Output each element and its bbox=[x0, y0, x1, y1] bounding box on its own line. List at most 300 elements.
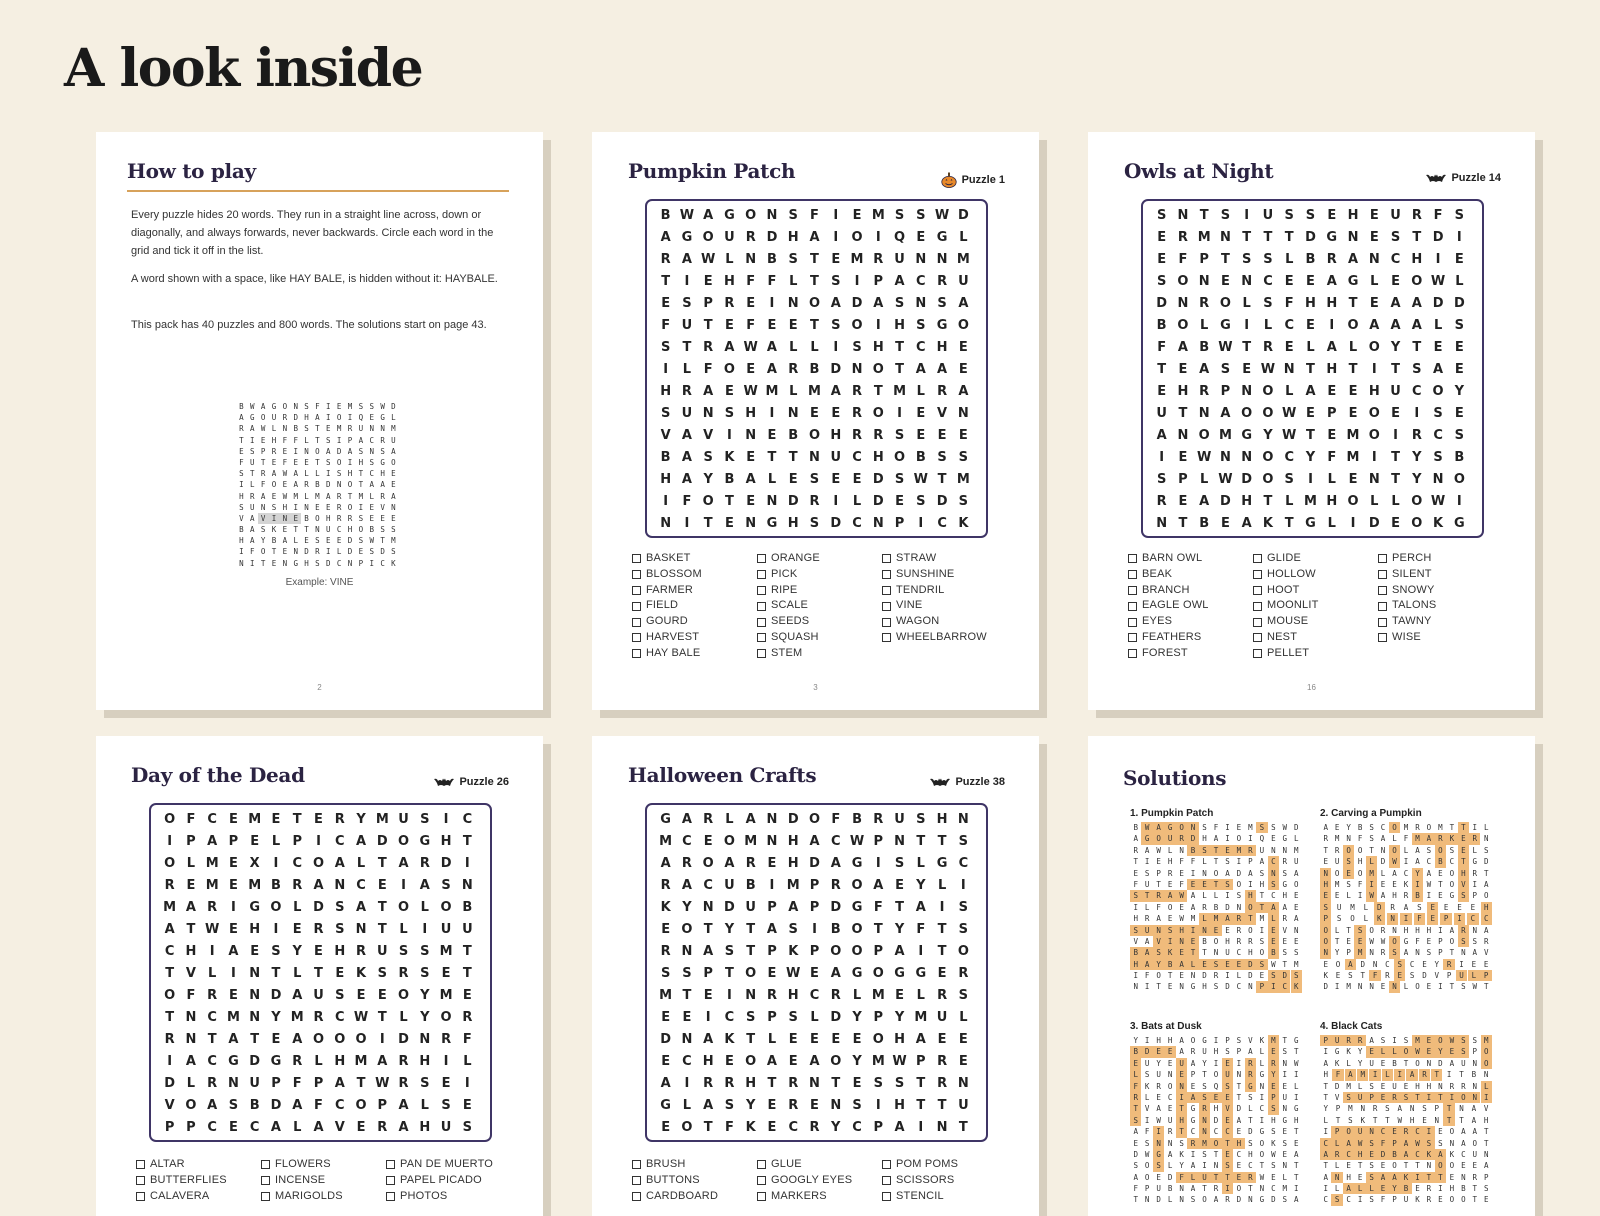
grid-letter[interactable]: I bbox=[918, 516, 924, 531]
grid-letter[interactable]: I bbox=[1244, 318, 1250, 333]
grid-letter[interactable]: R bbox=[958, 966, 969, 981]
grid-letter[interactable]: L bbox=[852, 988, 862, 1003]
grid-letter[interactable]: P bbox=[894, 516, 905, 531]
grid-letter[interactable]: C bbox=[207, 812, 217, 827]
grid-letter[interactable]: N bbox=[1156, 516, 1168, 531]
grid-letter[interactable]: S bbox=[228, 1098, 239, 1113]
grid-letter[interactable]: H bbox=[660, 384, 672, 399]
grid-letter[interactable]: F bbox=[810, 208, 819, 223]
grid-letter[interactable]: O bbox=[1262, 472, 1274, 487]
grid-letter[interactable]: N bbox=[1241, 450, 1253, 465]
grid-letter[interactable]: T bbox=[746, 922, 756, 937]
grid-letter[interactable]: I bbox=[443, 1054, 449, 1069]
word-checkbox[interactable] bbox=[386, 1176, 395, 1185]
grid-letter[interactable]: I bbox=[875, 856, 881, 871]
grid-letter[interactable]: B bbox=[915, 450, 926, 465]
grid-letter[interactable]: I bbox=[167, 834, 173, 849]
word-checkbox[interactable] bbox=[1253, 586, 1262, 595]
grid-letter[interactable]: F bbox=[682, 494, 692, 509]
grid-letter[interactable]: K bbox=[1433, 516, 1444, 531]
grid-letter[interactable]: A bbox=[207, 834, 218, 849]
grid-letter[interactable]: A bbox=[766, 340, 777, 355]
grid-letter[interactable]: E bbox=[916, 230, 926, 245]
word-checkbox[interactable] bbox=[882, 633, 891, 642]
grid-letter[interactable]: H bbox=[745, 406, 757, 421]
grid-letter[interactable]: N bbox=[1283, 362, 1295, 377]
grid-letter[interactable]: O bbox=[702, 494, 714, 509]
grid-letter[interactable]: A bbox=[703, 384, 714, 399]
grid-letter[interactable]: B bbox=[788, 428, 799, 443]
grid-letter[interactable]: E bbox=[810, 406, 819, 421]
word-checkbox[interactable] bbox=[632, 586, 641, 595]
grid-letter[interactable]: S bbox=[1412, 362, 1422, 377]
grid-letter[interactable]: Y bbox=[420, 1010, 430, 1025]
grid-letter[interactable]: R bbox=[334, 812, 345, 827]
word-checkbox[interactable] bbox=[882, 602, 891, 611]
grid-letter[interactable]: C bbox=[682, 1054, 692, 1069]
grid-letter[interactable]: L bbox=[1285, 494, 1294, 509]
word-checkbox[interactable] bbox=[1378, 554, 1387, 563]
grid-letter[interactable]: E bbox=[724, 384, 734, 399]
grid-letter[interactable]: A bbox=[724, 856, 735, 871]
grid-letter[interactable]: T bbox=[682, 988, 692, 1003]
grid-letter[interactable]: M bbox=[354, 1054, 368, 1069]
grid-letter[interactable]: S bbox=[398, 944, 409, 959]
grid-letter[interactable]: Y bbox=[852, 1010, 862, 1025]
grid-letter[interactable]: S bbox=[852, 340, 862, 355]
grid-letter[interactable]: O bbox=[681, 1120, 693, 1135]
grid-letter[interactable]: G bbox=[851, 900, 863, 915]
grid-letter[interactable]: C bbox=[788, 1120, 798, 1135]
grid-letter[interactable]: Y bbox=[1263, 428, 1273, 443]
grid-letter[interactable]: G bbox=[1305, 516, 1316, 531]
grid-letter[interactable]: O bbox=[851, 230, 863, 245]
grid-letter[interactable]: Y bbox=[356, 812, 366, 827]
grid-letter[interactable]: F bbox=[661, 318, 671, 333]
grid-letter[interactable]: O bbox=[808, 812, 821, 827]
grid-letter[interactable]: U bbox=[1262, 208, 1274, 223]
grid-letter[interactable]: L bbox=[186, 1076, 196, 1091]
grid-letter[interactable]: W bbox=[743, 340, 758, 355]
grid-letter[interactable]: C bbox=[207, 1120, 217, 1135]
grid-letter[interactable]: O bbox=[1262, 384, 1274, 399]
grid-letter[interactable]: L bbox=[293, 900, 302, 915]
grid-letter[interactable]: E bbox=[1391, 274, 1400, 289]
grid-letter[interactable]: Y bbox=[745, 1098, 756, 1113]
grid-letter[interactable]: C bbox=[164, 944, 175, 959]
grid-letter[interactable]: M bbox=[163, 900, 177, 915]
grid-letter[interactable]: C bbox=[852, 1120, 862, 1135]
word-checkbox[interactable] bbox=[386, 1160, 395, 1169]
grid-letter[interactable]: A bbox=[894, 1120, 905, 1135]
grid-letter[interactable]: E bbox=[831, 252, 841, 267]
grid-letter[interactable]: L bbox=[1285, 384, 1294, 399]
grid-letter[interactable]: L bbox=[1391, 494, 1400, 509]
grid-letter[interactable]: C bbox=[958, 856, 969, 871]
grid-letter[interactable]: H bbox=[440, 834, 452, 849]
grid-letter[interactable]: F bbox=[831, 812, 841, 827]
grid-letter[interactable]: I bbox=[897, 406, 902, 421]
grid-letter[interactable]: O bbox=[723, 834, 735, 849]
grid-letter[interactable]: Y bbox=[1454, 384, 1465, 399]
grid-letter[interactable]: E bbox=[1327, 428, 1337, 443]
grid-letter[interactable]: P bbox=[916, 1054, 926, 1069]
grid-letter[interactable]: Y bbox=[916, 878, 926, 893]
grid-letter[interactable]: E bbox=[1178, 494, 1188, 509]
grid-letter[interactable]: A bbox=[185, 1054, 196, 1069]
grid-letter[interactable]: A bbox=[766, 362, 777, 377]
word-checkbox[interactable] bbox=[1253, 633, 1262, 642]
grid-letter[interactable]: T bbox=[377, 856, 387, 871]
grid-letter[interactable]: E bbox=[724, 318, 734, 333]
grid-letter[interactable]: B bbox=[1199, 516, 1210, 531]
grid-letter[interactable]: H bbox=[1347, 208, 1359, 223]
grid-letter[interactable]: B bbox=[852, 812, 862, 827]
grid-letter[interactable]: N bbox=[936, 1120, 948, 1135]
grid-letter[interactable]: M bbox=[1218, 428, 1232, 443]
grid-letter[interactable]: R bbox=[873, 252, 884, 267]
grid-letter[interactable]: G bbox=[724, 208, 735, 223]
grid-letter[interactable]: W bbox=[1430, 494, 1446, 509]
grid-letter[interactable]: W bbox=[1218, 340, 1233, 355]
grid-letter[interactable]: P bbox=[228, 834, 239, 849]
grid-letter[interactable]: A bbox=[313, 878, 324, 893]
grid-letter[interactable]: N bbox=[957, 406, 969, 421]
grid-letter[interactable]: A bbox=[873, 296, 884, 311]
grid-letter[interactable]: M bbox=[439, 988, 453, 1003]
grid-letter[interactable]: R bbox=[724, 1076, 735, 1091]
grid-letter[interactable]: E bbox=[228, 922, 238, 937]
grid-letter[interactable]: F bbox=[873, 900, 883, 915]
grid-letter[interactable]: E bbox=[228, 856, 238, 871]
word-checkbox[interactable] bbox=[136, 1160, 145, 1169]
grid-letter[interactable]: L bbox=[767, 472, 777, 487]
grid-letter[interactable]: B bbox=[809, 362, 820, 377]
grid-letter[interactable]: S bbox=[420, 812, 430, 827]
grid-letter[interactable]: T bbox=[1178, 406, 1188, 421]
grid-letter[interactable]: E bbox=[831, 406, 841, 421]
grid-letter[interactable]: E bbox=[661, 1054, 671, 1069]
grid-letter[interactable]: W bbox=[743, 384, 758, 399]
grid-letter[interactable]: S bbox=[1433, 450, 1443, 465]
grid-letter[interactable]: S bbox=[441, 1098, 451, 1113]
grid-letter[interactable]: E bbox=[937, 966, 947, 981]
word-checkbox[interactable] bbox=[261, 1160, 270, 1169]
grid-letter[interactable]: L bbox=[1433, 318, 1443, 333]
grid-letter[interactable]: Y bbox=[894, 922, 905, 937]
grid-letter[interactable]: S bbox=[916, 318, 926, 333]
grid-letter[interactable]: O bbox=[851, 878, 863, 893]
grid-letter[interactable]: N bbox=[249, 1010, 261, 1025]
grid-letter[interactable]: B bbox=[724, 472, 735, 487]
grid-letter[interactable]: G bbox=[270, 1054, 282, 1069]
grid-letter[interactable]: L bbox=[463, 1054, 472, 1069]
grid-letter[interactable]: F bbox=[767, 274, 777, 289]
grid-letter[interactable]: T bbox=[895, 340, 904, 355]
grid-letter[interactable]: E bbox=[937, 428, 947, 443]
grid-letter[interactable]: S bbox=[420, 944, 430, 959]
grid-letter[interactable]: D bbox=[724, 900, 735, 915]
grid-letter[interactable]: G bbox=[1347, 274, 1359, 289]
grid-letter[interactable]: L bbox=[1370, 274, 1379, 289]
grid-letter[interactable]: D bbox=[1368, 516, 1380, 531]
word-checkbox[interactable] bbox=[882, 1160, 891, 1169]
grid-letter[interactable]: T bbox=[1306, 428, 1315, 443]
grid-letter[interactable]: E bbox=[377, 988, 387, 1003]
grid-letter[interactable]: E bbox=[314, 812, 323, 827]
word-checkbox[interactable] bbox=[757, 1160, 766, 1169]
grid-letter[interactable]: O bbox=[312, 856, 325, 871]
grid-letter[interactable]: K bbox=[745, 1120, 756, 1135]
grid-letter[interactable]: L bbox=[356, 856, 366, 871]
grid-letter[interactable]: E bbox=[1157, 252, 1167, 267]
grid-letter[interactable]: U bbox=[936, 1010, 948, 1025]
grid-letter[interactable]: R bbox=[788, 362, 799, 377]
grid-letter[interactable]: S bbox=[377, 966, 387, 981]
grid-letter[interactable]: A bbox=[681, 878, 692, 893]
grid-letter[interactable]: E bbox=[1391, 406, 1400, 421]
grid-letter[interactable]: O bbox=[702, 230, 714, 245]
grid-letter[interactable]: R bbox=[1177, 230, 1188, 245]
grid-letter[interactable]: E bbox=[767, 1120, 777, 1135]
grid-letter[interactable]: K bbox=[788, 944, 799, 959]
grid-letter[interactable]: U bbox=[249, 1076, 260, 1091]
grid-letter[interactable]: V bbox=[660, 428, 671, 443]
grid-letter[interactable]: U bbox=[724, 230, 735, 245]
grid-letter[interactable]: A bbox=[745, 812, 756, 827]
grid-letter[interactable]: R bbox=[724, 296, 735, 311]
grid-letter[interactable]: A bbox=[660, 230, 671, 245]
grid-letter[interactable]: I bbox=[663, 362, 669, 377]
grid-letter[interactable]: A bbox=[681, 472, 692, 487]
grid-letter[interactable]: E bbox=[1284, 340, 1294, 355]
grid-letter[interactable]: A bbox=[809, 230, 820, 245]
grid-letter[interactable]: H bbox=[1411, 252, 1423, 267]
grid-letter[interactable]: T bbox=[356, 1076, 366, 1091]
word-checkbox[interactable] bbox=[1253, 570, 1262, 579]
grid-letter[interactable]: R bbox=[745, 230, 756, 245]
word-checkbox[interactable] bbox=[757, 618, 766, 627]
grid-letter[interactable]: S bbox=[660, 966, 671, 981]
grid-letter[interactable]: I bbox=[918, 1120, 924, 1135]
grid-letter[interactable]: P bbox=[767, 900, 777, 915]
grid-letter[interactable]: O bbox=[1262, 450, 1274, 465]
grid-letter[interactable]: F bbox=[186, 812, 196, 827]
grid-letter[interactable]: Y bbox=[1305, 450, 1316, 465]
grid-letter[interactable]: E bbox=[661, 1010, 671, 1025]
grid-letter[interactable]: L bbox=[916, 988, 925, 1003]
grid-letter[interactable]: R bbox=[441, 1032, 452, 1047]
grid-letter[interactable]: N bbox=[419, 1032, 431, 1047]
grid-letter[interactable]: I bbox=[167, 1054, 173, 1069]
grid-letter[interactable]: P bbox=[703, 296, 713, 311]
grid-letter[interactable]: L bbox=[959, 1010, 968, 1025]
grid-letter[interactable]: O bbox=[851, 318, 863, 333]
grid-letter[interactable]: T bbox=[895, 900, 904, 915]
grid-letter[interactable]: I bbox=[939, 900, 945, 915]
grid-letter[interactable]: I bbox=[422, 922, 428, 937]
grid-letter[interactable]: U bbox=[958, 274, 969, 289]
grid-letter[interactable]: M bbox=[871, 1054, 885, 1069]
grid-letter[interactable]: T bbox=[937, 834, 947, 849]
grid-letter[interactable]: S bbox=[441, 878, 451, 893]
grid-letter[interactable]: C bbox=[916, 274, 926, 289]
grid-letter[interactable]: H bbox=[185, 944, 197, 959]
grid-letter[interactable]: S bbox=[724, 944, 735, 959]
grid-letter[interactable]: A bbox=[1156, 428, 1167, 443]
grid-letter[interactable]: I bbox=[1435, 252, 1441, 267]
grid-letter[interactable]: G bbox=[936, 230, 948, 245]
grid-letter[interactable]: S bbox=[1263, 296, 1273, 311]
grid-letter[interactable]: S bbox=[894, 472, 905, 487]
grid-letter[interactable]: T bbox=[377, 1010, 387, 1025]
grid-letter[interactable]: N bbox=[1198, 406, 1210, 421]
grid-letter[interactable]: T bbox=[1391, 472, 1400, 487]
grid-letter[interactable]: R bbox=[852, 384, 863, 399]
grid-letter[interactable]: P bbox=[873, 1120, 884, 1135]
grid-letter[interactable]: D bbox=[1156, 296, 1168, 311]
grid-letter[interactable]: R bbox=[660, 878, 671, 893]
grid-letter[interactable]: H bbox=[702, 1054, 714, 1069]
grid-letter[interactable]: O bbox=[164, 988, 176, 1003]
grid-letter[interactable]: I bbox=[1393, 428, 1398, 443]
grid-letter[interactable]: C bbox=[937, 516, 947, 531]
grid-letter[interactable]: A bbox=[745, 472, 756, 487]
grid-letter[interactable]: T bbox=[703, 922, 713, 937]
word-checkbox[interactable] bbox=[757, 602, 766, 611]
grid-letter[interactable]: T bbox=[250, 1032, 260, 1047]
grid-letter[interactable]: O bbox=[440, 1010, 452, 1025]
grid-letter[interactable]: L bbox=[1306, 340, 1315, 355]
grid-letter[interactable]: S bbox=[809, 516, 820, 531]
grid-letter[interactable]: T bbox=[186, 922, 196, 937]
grid-letter[interactable]: R bbox=[207, 900, 218, 915]
grid-letter[interactable]: E bbox=[1369, 230, 1379, 245]
grid-letter[interactable]: H bbox=[1326, 494, 1338, 509]
grid-letter[interactable]: E bbox=[1369, 296, 1379, 311]
grid-letter[interactable]: E bbox=[1157, 230, 1167, 245]
grid-letter[interactable]: C bbox=[1390, 252, 1401, 267]
grid-letter[interactable]: O bbox=[681, 922, 693, 937]
grid-letter[interactable]: P bbox=[809, 900, 820, 915]
word-checkbox[interactable] bbox=[632, 554, 641, 563]
grid-letter[interactable]: E bbox=[1454, 340, 1464, 355]
word-checkbox[interactable] bbox=[632, 633, 641, 642]
grid-letter[interactable]: M bbox=[205, 878, 219, 893]
grid-letter[interactable]: E bbox=[661, 922, 671, 937]
grid-letter[interactable]: S bbox=[1284, 208, 1294, 223]
grid-letter[interactable]: M bbox=[205, 856, 219, 871]
grid-letter[interactable]: R bbox=[292, 1054, 303, 1069]
grid-letter[interactable]: E bbox=[356, 988, 366, 1003]
grid-letter[interactable]: S bbox=[958, 922, 969, 937]
grid-letter[interactable]: E bbox=[852, 1076, 862, 1091]
grid-letter[interactable]: N bbox=[1368, 472, 1380, 487]
grid-letter[interactable]: F bbox=[186, 988, 196, 1003]
grid-letter[interactable]: D bbox=[164, 1076, 176, 1091]
word-checkbox[interactable] bbox=[882, 586, 891, 595]
word-checkbox[interactable] bbox=[757, 633, 766, 642]
grid-letter[interactable]: T bbox=[873, 384, 883, 399]
grid-letter[interactable]: F bbox=[916, 922, 926, 937]
grid-letter[interactable]: S bbox=[420, 1076, 430, 1091]
grid-letter[interactable]: E bbox=[1306, 318, 1315, 333]
word-checkbox[interactable] bbox=[757, 570, 766, 579]
grid-letter[interactable]: C bbox=[292, 856, 302, 871]
grid-letter[interactable]: I bbox=[443, 812, 449, 827]
grid-letter[interactable]: N bbox=[1347, 230, 1359, 245]
grid-letter[interactable]: T bbox=[703, 1120, 713, 1135]
grid-letter[interactable]: R bbox=[745, 856, 756, 871]
grid-letter[interactable]: E bbox=[703, 274, 713, 289]
grid-letter[interactable]: S bbox=[335, 900, 345, 915]
grid-letter[interactable]: N bbox=[745, 988, 757, 1003]
grid-letter[interactable]: K bbox=[355, 966, 367, 981]
grid-letter[interactable]: R bbox=[377, 1120, 388, 1135]
grid-letter[interactable]: P bbox=[1220, 384, 1231, 399]
grid-letter[interactable]: E bbox=[377, 878, 387, 893]
grid-letter[interactable]: R bbox=[809, 494, 820, 509]
grid-letter[interactable]: R bbox=[1411, 428, 1422, 443]
grid-letter[interactable]: I bbox=[833, 340, 839, 355]
grid-letter[interactable]: H bbox=[1305, 296, 1316, 311]
grid-letter[interactable]: P bbox=[873, 1010, 884, 1025]
grid-letter[interactable]: B bbox=[249, 1098, 260, 1113]
grid-letter[interactable]: H bbox=[787, 988, 799, 1003]
grid-letter[interactable]: L bbox=[789, 274, 798, 289]
grid-letter[interactable]: A bbox=[766, 922, 777, 937]
grid-letter[interactable]: T bbox=[1242, 340, 1252, 355]
grid-letter[interactable]: A bbox=[228, 944, 239, 959]
grid-letter[interactable]: R bbox=[788, 1098, 799, 1113]
grid-letter[interactable]: Y bbox=[1412, 450, 1422, 465]
grid-letter[interactable]: S bbox=[894, 428, 905, 443]
grid-letter[interactable]: N bbox=[809, 450, 820, 465]
grid-letter[interactable]: D bbox=[809, 856, 820, 871]
grid-letter[interactable]: E bbox=[356, 1120, 366, 1135]
grid-letter[interactable]: U bbox=[745, 900, 756, 915]
grid-letter[interactable]: E bbox=[788, 318, 798, 333]
grid-letter[interactable]: W bbox=[375, 1076, 390, 1091]
grid-letter[interactable]: D bbox=[313, 900, 324, 915]
grid-letter[interactable]: S bbox=[1454, 208, 1465, 223]
grid-letter[interactable]: L bbox=[725, 812, 734, 827]
grid-letter[interactable]: S bbox=[894, 1076, 905, 1091]
grid-letter[interactable]: E bbox=[703, 988, 713, 1003]
grid-letter[interactable]: M bbox=[871, 988, 885, 1003]
grid-letter[interactable]: A bbox=[1433, 362, 1444, 377]
grid-letter[interactable]: N bbox=[681, 944, 693, 959]
grid-letter[interactable]: P bbox=[186, 1120, 196, 1135]
grid-letter[interactable]: S bbox=[1156, 208, 1167, 223]
grid-letter[interactable]: S bbox=[788, 208, 798, 223]
grid-letter[interactable]: T bbox=[703, 318, 713, 333]
grid-letter[interactable]: A bbox=[724, 340, 735, 355]
grid-letter[interactable]: S bbox=[873, 1076, 883, 1091]
grid-letter[interactable]: E bbox=[746, 362, 756, 377]
grid-letter[interactable]: A bbox=[915, 1032, 926, 1047]
grid-letter[interactable]: A bbox=[207, 1098, 218, 1113]
grid-letter[interactable]: A bbox=[830, 384, 841, 399]
grid-letter[interactable]: A bbox=[703, 1032, 714, 1047]
grid-letter[interactable]: D bbox=[787, 812, 799, 827]
grid-letter[interactable]: A bbox=[270, 1120, 281, 1135]
grid-letter[interactable]: A bbox=[937, 362, 948, 377]
grid-letter[interactable]: I bbox=[833, 494, 839, 509]
word-checkbox[interactable] bbox=[1128, 586, 1137, 595]
grid-letter[interactable]: V bbox=[937, 406, 948, 421]
grid-letter[interactable]: F bbox=[292, 1076, 302, 1091]
